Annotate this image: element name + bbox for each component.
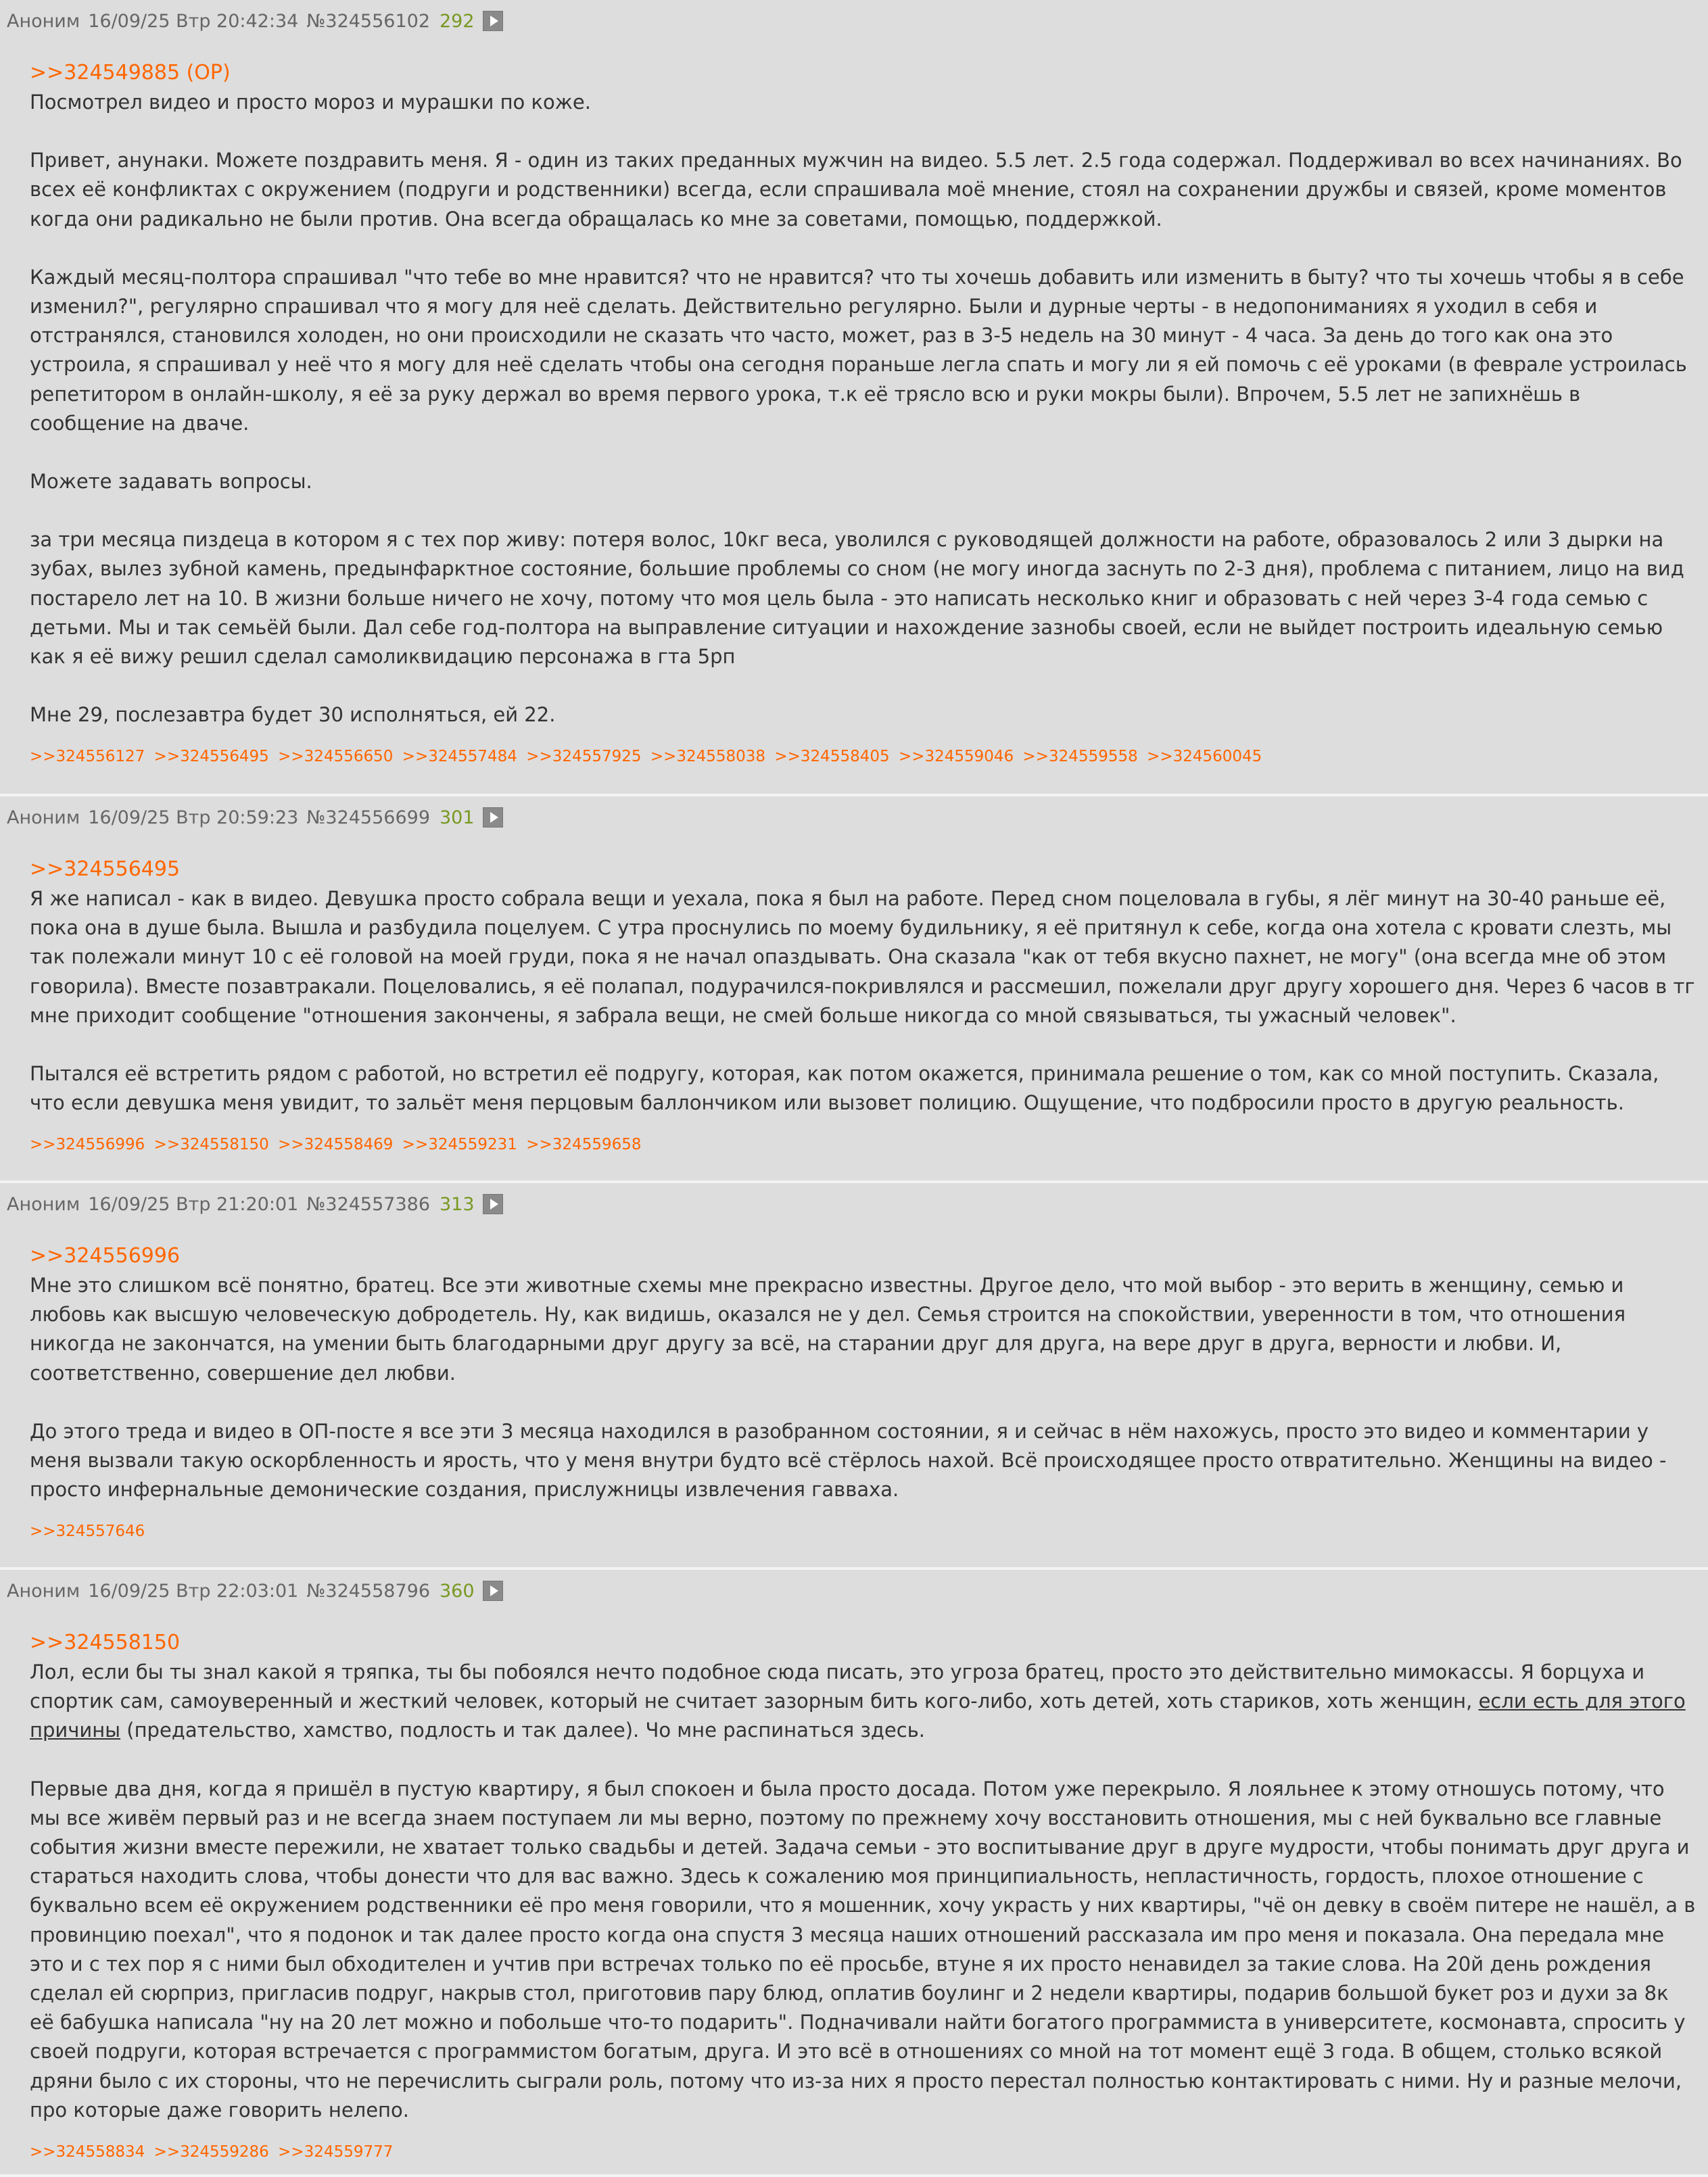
post-paragraph: Посмотрел видео и просто мороз и мурашки по коже. [30, 91, 591, 114]
post-body [0, 838, 1708, 1118]
backlinks [0, 2125, 1708, 2171]
post-paragraph: Привет, анунаки. Можете поздравить меня. Я - один из таких преданных мужчин на видео. 5.5 лет. 2.5 года содержал. Поддерживал во всех начинаниях. Во всех её конфликтах с окружением (подруги и родственники) всегда, если спрашивала моё мнение, стоял на сохранении дружбы и связей, кроме моментов когда они радикально не были против. Она всегда обращалась ко мне за советами, помощью, поддержкой. [30, 149, 1682, 231]
post-paragraph: Я же написал - как в видео. Девушка просто собрала вещи и уехала, пока я был на работе. Перед сном поцеловала в губы, я лёг минут на 30-40 раньше её, пока она в душе была. Вышла и разбудила поцелуем. С утра проснулись по моему будильнику, я её притянул к себе, когда она хотела с кровати слезть, мы так полежали минут 10 с её головой на моей груди, пока я не начал опаздывать. Она сказала "как от тебя вкусно пахнет, не могу" (она всегда мне об этом говорила). Вместе позавтракали. Поцеловались, я её полапал, подурачился-покривлялся и рассмешил, пожелали друг другу хорошего дня. Через 6 часов в тг мне приходит сообщение "отношения закончены, я забрала вещи, не смей больше никогда со мной связываться, ты ужасный человек". [30, 887, 1695, 1027]
post-number[interactable]: №324557386 [306, 1193, 430, 1215]
post-paragraph: Мне 29, послезавтра будет 30 исполняться, ей 22. [30, 703, 556, 727]
post-paragraph: Первые два дня, когда я пришёл в пустую квартиру, я был спокоен и была просто досада. Потом уже перекрыло. Я лояльнее к этому отношусь потому, что мы все живём первый раз и не всегда знаем поступаем ли мы верно, поэтому по прежнему хочу восстановить отношения, мы с ней буквально все главные события жизни вместе пережили, не хватает только свадьбы и детей. Задача семьи - это воспитывание друг в друге мудрости, чтобы понимать друг друга и стараться находить слова, чтобы донести что для вас важно. Здесь к сожалению моя принципиальность, непластичность, гордость, плохое отношение с буквально всем её окружением родственники её про меня говорили, что я мошенник, хочу украсть у них квартиры, "чё он девку в своём питере не нашёл, а в провинцию поехал", что я подонок и так далее просто когда она спустя 3 месяца наших отношений рассказала им про меня и показала. Она передала мне это и с тех пор я с ними был обходителен и учтив при встречах только по её просьбе, втуне я их просто ненавидел за такие слова. На 20й день рождения сделал ей сюрприз, пригласив подруг, накрыв стол, приготовив пару блюд, оплатив боулинг и 2 недели квартиры, подарив большой букет роз и духи за 8к её бабушка написала "ну на 20 лет можно и побольше что-то подарить". Подначивали найти богатого программиста в университете, космонавта, спросить у своей подруги, которая встречается с программистом богатым, друга. И это всё в отношениях со мной на тот момент ещё 3 года. В общем, столько всякой дряни было с их стороны, что не перечислить сыграли роль, потому что из-за них я просто перестал полностью контактировать с ними. Ну и разные мелочи, про которые даже говорить нелепо. [30, 1777, 1696, 2122]
backlink[interactable]: >>324556650 [278, 748, 394, 766]
backlink[interactable]: >>324558834 [30, 2143, 145, 2161]
post-position: 360 [440, 1580, 475, 1602]
post-date: 16/09/25 Втр 22:03:01 [88, 1580, 299, 1602]
backlink[interactable]: >>324558038 [650, 748, 766, 766]
post-body [0, 1225, 1708, 1504]
backlink[interactable]: >>324559658 [526, 1136, 642, 1154]
reply-link[interactable]: >>324556996 [30, 1244, 181, 1268]
backlinks [0, 1118, 1708, 1164]
post [0, 0, 1708, 796]
post-number[interactable]: №324556102 [306, 10, 430, 32]
backlink[interactable]: >>324558469 [278, 1136, 394, 1154]
backlink[interactable]: >>324556495 [153, 748, 269, 766]
post-header [0, 0, 1708, 42]
post-paragraph: Каждый месяц-полтора спрашивал "что тебе во мне нравится? что не нравится? что ты хочешь добавить или изменить в быту? что ты хочешь чтобы я в себе изменил?", регулярно спрашивал что я могу для неё сделать. Действительно регулярно. Были и дурные черты - в недопониманиях я уходил в себя и отстранялся, становился холоден, но они происходили не сказать что часто, может, раз в 3-5 недель на 30 минут - 4 часа. За день до того как она это устроила, я спрашивал у неё что я могу для неё сделать чтобы она сегодня пораньше легла спать и могу ли я ей помочь с её уроками (в феврале устроилась репетитором в онлайн-школу, я её за руку держал во время первого урока, т.к её трясло всю и руки мокры были). Впрочем, 5.5 лет не запихнёшь в сообщение на дваче. [30, 265, 1687, 435]
post-position: 292 [440, 10, 475, 32]
paragraph-text: (предательство, хамство, подлость и так далее). Чо мне распинаться здесь. [120, 1719, 926, 1742]
post-position: 313 [440, 1193, 475, 1215]
post-date: 16/09/25 Втр 20:42:34 [88, 10, 299, 32]
post-body [0, 1612, 1708, 2125]
play-icon[interactable] [483, 11, 503, 31]
post-paragraph: Мне это слишком всё понятно, братец. Все эти животные схемы мне прекрасно известны. Другое дело, что мой выбор - это верить в женщину, семью и любовь как высшую человеческую добродетель. Ну, как видишь, оказался не у дел. Семья строится на спокойствии, уверенности в том, что отношения никогда не закончатся, на умении быть благодарными друг другу за всё, на старании друг для друга, на вере друг в друга, верности и любви. И, соответственно, совершение дел любви. [30, 1274, 1626, 1385]
post-author: Аноним [7, 807, 80, 828]
backlink[interactable]: >>324556996 [30, 1136, 145, 1154]
backlink[interactable]: >>324557484 [402, 748, 517, 766]
backlink[interactable]: >>324559046 [898, 748, 1014, 766]
backlink[interactable]: >>324559231 [402, 1136, 517, 1154]
paragraph-text: Лол, если бы ты знал какой я тряпка, ты бы побоялся нечто подобное сюда писать, это угроза братец, просто это действительно мимокассы. Я борцуха и спортик сам, самоуверенный и жесткий человек, который не считает зазорным бить кого-либо, хоть детей, хоть стариков, хоть женщин, [30, 1660, 1645, 1713]
post-author: Аноним [7, 1580, 80, 1602]
post-paragraph: за три месяца пиздеца в котором я с тех пор живу: потеря волос, 10кг веса, уволился с руководящей должности на работе, образовалось 2 или 3 дырки на зубах, вылез зубной камень, предынфарктное состояние, большие проблемы со сном (не могу иногда заснуть по 2-3 дня), проблема с питанием, лицо на вид постарело лет на 10. В жизни больше ничего не хочу, потому что моя цель была - это написать несколько книг и образовать с ней через 3-4 года семью с детьми. Мы и так семьёй были. Дал себе год-полтора на выправление ситуации и нахождение зазнобы своей, если не выйдет построить идеальную семью как я её вижу решил сделал самоликвидацию персонажа в гта 5рп [30, 528, 1684, 669]
post-number[interactable]: №324558796 [306, 1580, 430, 1602]
backlink[interactable]: >>324557925 [526, 748, 642, 766]
post [0, 1570, 1708, 2177]
backlink[interactable]: >>324558150 [153, 1136, 269, 1154]
post-header [0, 1570, 1708, 1612]
backlink[interactable]: >>324559286 [153, 2143, 269, 2161]
backlink[interactable]: >>324556127 [30, 748, 145, 766]
backlinks [0, 729, 1708, 775]
post [0, 796, 1708, 1183]
play-icon[interactable] [483, 1194, 503, 1214]
post-number[interactable]: №324556699 [306, 807, 430, 828]
post-paragraph: До этого треда и видео в ОП-посте я все эти 3 месяца находился в разобранном состоянии, я и сейчас в нём нахожусь, просто это видео и комментарии у меня вызвали такую оскорбленность и ярость, что у меня внутри будто всё стёрлось нахой. Всё происходящее просто отвратительно. Женщины на видео - просто инфернальные демонические создания, прислужницы извлечения гавваха. [30, 1419, 1667, 1502]
post-paragraph: Пытался её встретить рядом с работой, но встретил её подругу, которая, как потом окажется, принимала решение о том, как со мной поступить. Сказала, что если девушка меня увидит, то зальёт меня перцовым баллончиком или вызовет полицию. Ощущение, что подбросили просто в другую реальность. [30, 1062, 1659, 1115]
backlink[interactable]: >>324560045 [1147, 748, 1262, 766]
play-icon[interactable] [483, 1581, 503, 1601]
backlink[interactable]: >>324559777 [278, 2143, 394, 2161]
backlink[interactable]: >>324559558 [1022, 748, 1138, 766]
reply-link[interactable]: >>324558150 [30, 1631, 181, 1654]
post-date: 16/09/25 Втр 21:20:01 [88, 1193, 299, 1215]
reply-link[interactable]: >>324556495 [30, 857, 181, 881]
post-author: Аноним [7, 1193, 80, 1215]
post-header [0, 1183, 1708, 1225]
post-position: 301 [440, 807, 475, 828]
post-author: Аноним [7, 10, 80, 32]
post [0, 1183, 1708, 1570]
post-body [0, 42, 1708, 729]
post-paragraph [30, 1658, 1699, 1746]
post-paragraph: Можете задавать вопросы. [30, 470, 312, 494]
underlined-text: если есть для этого причины [30, 1690, 1686, 1742]
post-date: 16/09/25 Втр 20:59:23 [88, 807, 299, 828]
play-icon[interactable] [483, 807, 503, 828]
backlinks [0, 1504, 1708, 1550]
backlink[interactable]: >>324558405 [774, 748, 890, 766]
reply-link[interactable]: >>324549885 (OP) [30, 61, 231, 85]
backlink[interactable]: >>324557646 [30, 1523, 145, 1541]
post-header [0, 796, 1708, 838]
